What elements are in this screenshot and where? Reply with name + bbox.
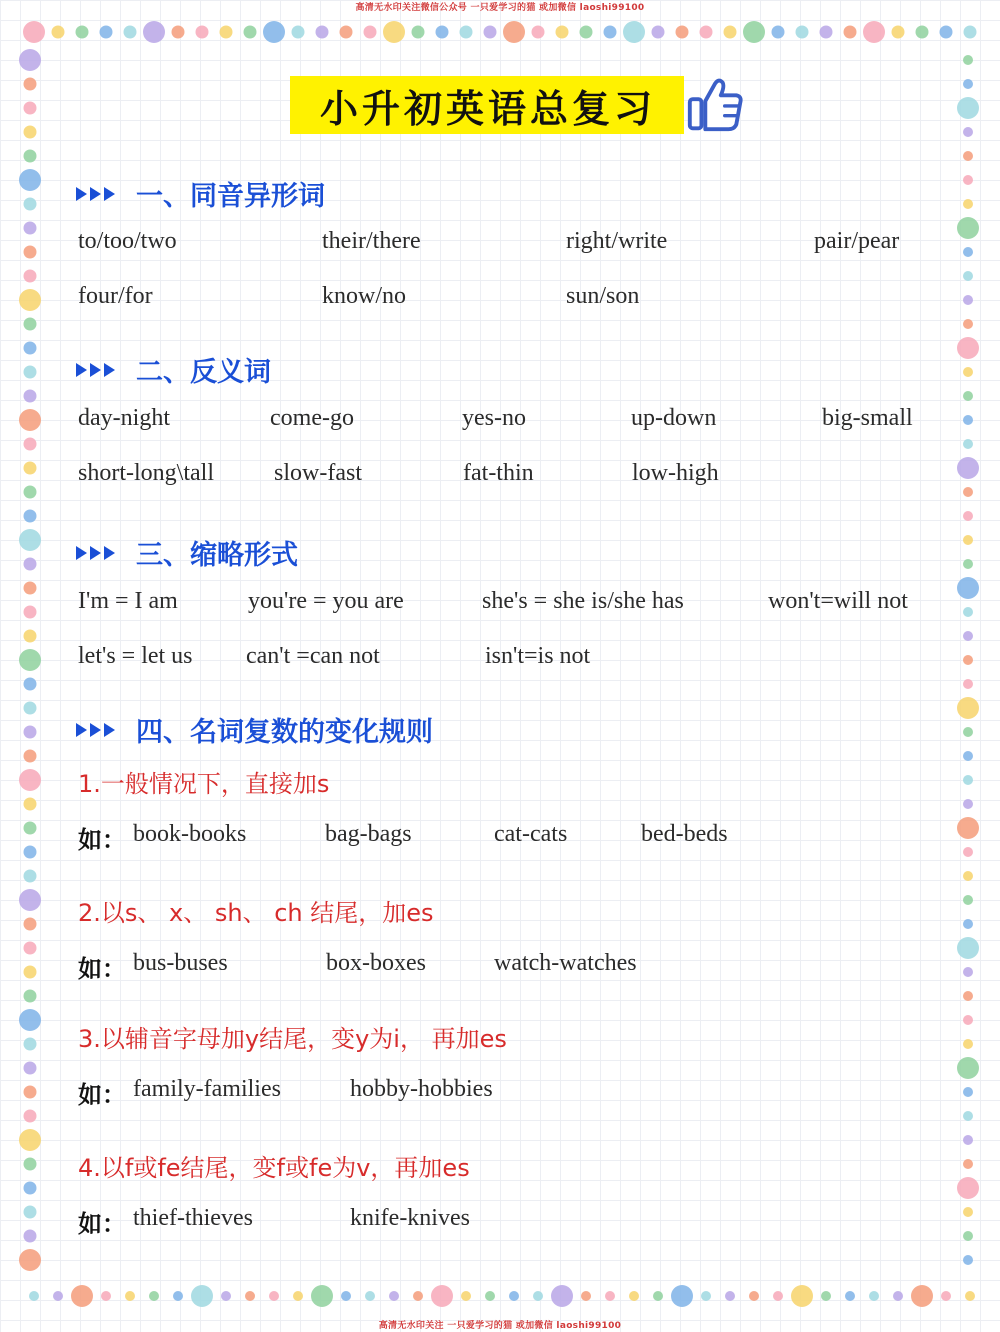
word-item: pair/pear (814, 228, 900, 254)
example-item: box-boxes (326, 950, 426, 976)
section-heading-contractions (76, 533, 298, 572)
triple-arrow-icon (76, 546, 118, 560)
example-prefix: 如： (78, 1081, 126, 1109)
word-item: can't =can not (246, 643, 380, 669)
thumbs-up-icon (684, 74, 746, 136)
rule-title: 1.一般情况下，直接加s (78, 770, 330, 798)
word-item: isn't=is not (485, 643, 591, 669)
example-item: hobby-hobbies (350, 1076, 493, 1102)
rule-title: 2.以s、 x、 sh、 ch 结尾，加es (78, 899, 434, 927)
word-item: come-go (270, 405, 354, 431)
triple-arrow-icon (76, 187, 118, 201)
example-item: watch-watches (494, 950, 637, 976)
page-title: 小升初英语总复习 (290, 76, 684, 134)
word-item: low-high (632, 460, 719, 486)
example-item: thief-thieves (133, 1205, 253, 1231)
word-item: know/no (322, 283, 406, 309)
triple-arrow-icon (76, 363, 118, 377)
section-heading-homophones (76, 174, 325, 213)
word-item: you're = you are (248, 588, 404, 614)
section-heading-plural-rules (76, 710, 433, 749)
example-prefix: 如： (78, 955, 126, 983)
word-item: short-long\tall (78, 460, 214, 486)
watermark-bottom: 高清无水印关注 一只爱学习的猫 或加微信 laoshi99100 (378, 1321, 622, 1331)
section-title: 一、同音异形词 (136, 181, 325, 212)
rule-title: 4.以f或fe结尾，变f或fe为v，再加es (78, 1154, 470, 1182)
example-prefix: 如： (78, 826, 126, 854)
title-block (290, 76, 746, 134)
example-prefix: 如： (78, 1210, 126, 1238)
example-item: family-families (133, 1076, 281, 1102)
word-item: their/there (322, 228, 421, 254)
rule-title: 3.以辅音字母加y结尾，变y为i， 再加es (78, 1025, 507, 1053)
word-item: right/write (566, 228, 668, 254)
word-item: sun/son (566, 283, 640, 309)
example-item: knife-knives (350, 1205, 470, 1231)
section-heading-antonyms (76, 350, 271, 389)
section-title: 二、反义词 (136, 357, 271, 388)
example-item: bus-buses (133, 950, 228, 976)
word-item: up-down (631, 405, 717, 431)
word-item: yes-no (462, 405, 526, 431)
example-item: bag-bags (325, 821, 412, 847)
example-item: cat-cats (494, 821, 568, 847)
word-item: let's = let us (78, 643, 193, 669)
word-item: won't=will not (768, 588, 908, 614)
word-item: to/too/two (78, 228, 177, 254)
triple-arrow-icon (76, 723, 118, 737)
section-title: 三、缩略形式 (136, 540, 298, 571)
word-item: big-small (822, 405, 913, 431)
example-item: book-books (133, 821, 247, 847)
section-title: 四、名词复数的变化规则 (136, 717, 433, 748)
word-item: she's = she is/she has (482, 588, 684, 614)
word-item: four/for (78, 283, 153, 309)
word-item: fat-thin (463, 460, 534, 486)
watermark-top: 高清无水印关注微信公众号 一只爱学习的猫 或加微信 laoshi99100 (355, 3, 645, 13)
word-item: I'm = I am (78, 588, 178, 614)
word-item: slow-fast (274, 460, 362, 486)
example-item: bed-beds (641, 821, 728, 847)
word-item: day-night (78, 405, 170, 431)
